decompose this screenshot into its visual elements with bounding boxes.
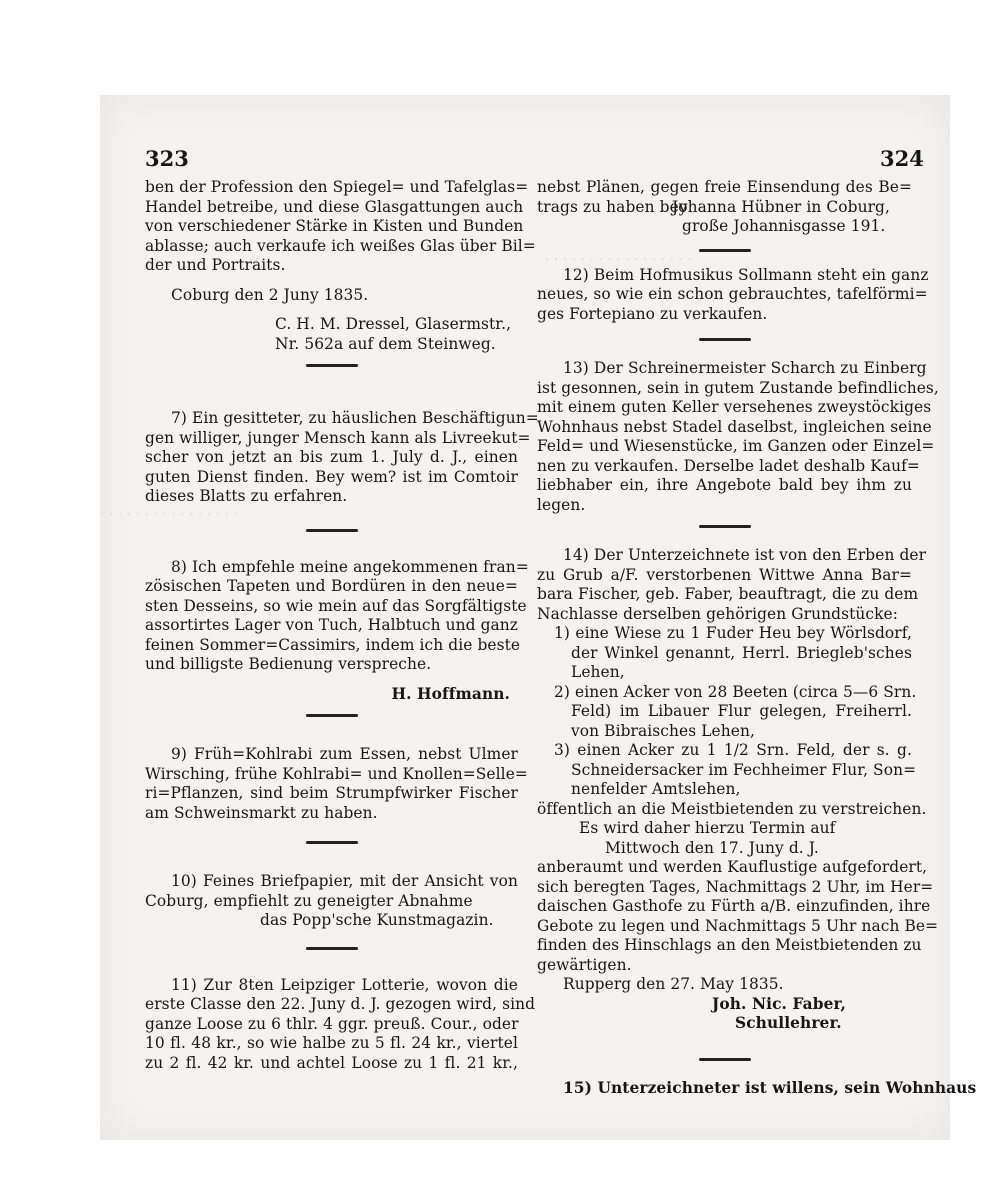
text-line: ges Fortepiano zu verkaufen.: [537, 304, 768, 323]
text-line: zösischen Tapeten und Bordüren in den neue=: [145, 577, 518, 595]
text-line: scher von jetzt an bis zum 1. July d. J., einen: [145, 448, 518, 466]
text-line: öffentlich an die Meistbietenden zu verstreichen.: [537, 799, 927, 818]
list-item: der Winkel genannt, Herrl. Briegleb'sches: [571, 643, 912, 662]
ad-12: [537, 265, 929, 342]
ad-8: [145, 557, 529, 718]
text-line: nen zu verkaufen. Derselbe ladet deshalb Kauf=: [537, 456, 920, 475]
date-line: Mittwoch den 17. Juny d. J.: [605, 838, 819, 857]
text-line: gen williger, junger Mensch kann als Livreekut=: [145, 428, 531, 447]
text-line: nebst Plänen, gegen freie Einsendung des Be=: [537, 178, 912, 196]
text-line: ri=Pflanzen, sind beim Strumpfwirker Fischer: [145, 784, 518, 802]
text-line: Wirsching, frühe Kohlrabi= und Knollen=Selle=: [145, 764, 528, 783]
text-line: der und Portraits.: [145, 256, 286, 274]
continued-notice-right: [537, 178, 912, 252]
page-number-right: 324: [880, 146, 924, 171]
text-line: Wohnhaus nebst Stadel daselbst, ingleichen seine: [537, 417, 932, 436]
text-line: 14) Der Unterzeichnete ist von den Erben der: [563, 546, 927, 564]
signature: Nr. 562a auf dem Steinweg.: [275, 334, 496, 353]
text-line: daischen Gasthofe zu Fürth a/B. einzufinden, ihre: [537, 897, 931, 915]
text-line: 12) Beim Hofmusikus Sollmann steht ein ganz: [563, 265, 929, 284]
text-line: 10 fl. 48 kr., so wie halbe zu 5 fl. 24 kr., viertel: [145, 1034, 518, 1052]
text-line: finden des Hinschlags an den Meistbietenden zu: [537, 936, 922, 954]
list-item: 2) einen Acker von 28 Beeten (circa 5—6 Srn.: [554, 682, 917, 701]
text-line: 10) Feines Briefpapier, mit der Ansicht von: [171, 872, 518, 890]
signature: Joh. Nic. Faber,: [712, 994, 847, 1013]
text-line: ganze Loose zu 6 thlr. 4 ggr. preuß. Cour., oder: [145, 1014, 519, 1033]
list-item: Lehen,: [571, 663, 625, 681]
right-column: [537, 178, 977, 1098]
ad-14: [537, 546, 939, 1061]
text-line: ablasse; auch verkaufe ich weißes Glas über Bil=: [145, 236, 536, 255]
ad-9: [145, 745, 528, 844]
signature: C. H. M. Dressel, Glasermstr.,: [275, 315, 512, 333]
text-line: 11) Zur 8ten Leipziger Lotterie, wovon die: [171, 975, 518, 994]
text-line: 8) Ich empfehle meine angekommenen fran=: [171, 557, 529, 576]
text-line: liebhaber ein, ihre Angebote bald bey ihm zu: [537, 476, 912, 494]
text-line: Gebote zu legen und Nachmittags 5 Uhr nach Be=: [537, 916, 939, 935]
ad-15: [537, 1078, 977, 1099]
ad-13: [537, 359, 939, 528]
signature: H. Hoffmann.: [391, 684, 510, 703]
text-line: erste Classe den 22. Juny d. J. gezogen wird, sind: [145, 995, 536, 1013]
text-line: 13) Der Schreinermeister Scharch zu Einberg: [563, 359, 927, 377]
text-line: gewärtigen.: [537, 955, 632, 974]
text-line: ist gesonnen, sein in gutem Zustande befindliches,: [537, 378, 939, 397]
text-line: guten Dienst finden. Bey wem? ist im Comtoir: [145, 467, 518, 486]
signature: das Popp'sche Kunstmagazin.: [260, 911, 494, 929]
place-date: Coburg den 2 Juny 1835.: [171, 285, 369, 304]
text-line: 15) Unterzeichneter ist willens, sein Wohnhaus: [563, 1078, 977, 1097]
bleed-through-text: · · · · · · · · · · · · · · · · ·: [545, 252, 692, 268]
signature: Johanna Hübner in Coburg,: [672, 197, 891, 216]
ad-11: [145, 975, 536, 1074]
text-line: und billigste Bedienung verspreche.: [145, 655, 432, 673]
text-line: bara Fischer, geb. Faber, beauftragt, die zu dem: [537, 585, 919, 603]
text-line: neues, so wie ein schon gebrauchtes, tafelförmi=: [537, 285, 928, 303]
list-item: von Bibraisches Lehen,: [571, 721, 755, 740]
signature: Schullehrer.: [735, 1014, 842, 1032]
list-item: Feld) im Libauer Flur gelegen, Freiherrl.: [571, 702, 912, 720]
text-line: Handel betreibe, und diese Glasgattungen auch: [145, 197, 524, 216]
text-line: sten Desseins, so wie mein auf das Sorgfältigste: [145, 596, 527, 615]
signature: große Johannisgasse 191.: [682, 217, 886, 235]
text-line: 7) Ein gesitteter, zu häuslichen Beschäftigun=: [171, 409, 539, 427]
text-line: legen.: [537, 495, 586, 514]
text-line: am Schweinsmarkt zu haben.: [145, 803, 378, 822]
text-line: trags zu haben bey: [537, 197, 688, 216]
text-line: ben der Profession den Spiegel= und Tafelglas=: [145, 178, 529, 196]
text-line: feinen Sommer=Cassimirs, indem ich die beste: [145, 635, 521, 654]
list-item: 1) eine Wiese zu 1 Fuder Heu bey Wörlsdorf,: [554, 624, 912, 642]
text-line: Es wird daher hierzu Termin auf: [579, 819, 836, 837]
ad-10: [145, 872, 518, 950]
ad-7: [145, 409, 539, 532]
text-line: assortirtes Lager von Tuch, Halbtuch und ganz: [145, 616, 519, 634]
place-date: Rupperg den 27. May 1835.: [563, 975, 784, 993]
list-item: Schneidersacker im Fechheimer Flur, Son=: [571, 760, 917, 779]
text-line: 9) Früh=Kohlrabi zum Essen, nebst Ulmer: [171, 745, 518, 763]
text-line: dieses Blatts zu erfahren.: [145, 487, 348, 505]
page-number-left: 323: [145, 146, 189, 171]
text-line: anberaumt und werden Kauflustige aufgefordert,: [537, 858, 928, 876]
list-item: 3) einen Acker zu 1 1/2 Srn. Feld, der s. g.: [554, 741, 912, 759]
list-item: nenfelder Amtslehen,: [571, 780, 741, 798]
text-line: sich beregten Tages, Nachmittags 2 Uhr, im Her=: [537, 877, 934, 896]
text-line: zu 2 fl. 42 kr. und achtel Loose zu 1 fl. 21 kr.,: [145, 1053, 518, 1072]
continued-notice: [145, 178, 536, 367]
text-line: von verschiedener Stärke in Kisten und Bunden: [145, 217, 524, 235]
text-line: Nachlasse derselben gehörigen Grundstücke:: [537, 604, 899, 623]
text-line: zu Grub a/F. verstorbenen Wittwe Anna Bar=: [537, 565, 912, 584]
bleed-through-text: · · · · · · · · · · · · · · · ·: [100, 507, 238, 523]
text-line: mit einem guten Keller versehenes zweystöckiges: [537, 398, 932, 416]
text-line: Feld= und Wiesenstücke, im Ganzen oder Einzel=: [537, 437, 935, 455]
text-line: Coburg, empfiehlt zu geneigter Abnahme: [145, 891, 473, 910]
left-column: [145, 178, 539, 1073]
